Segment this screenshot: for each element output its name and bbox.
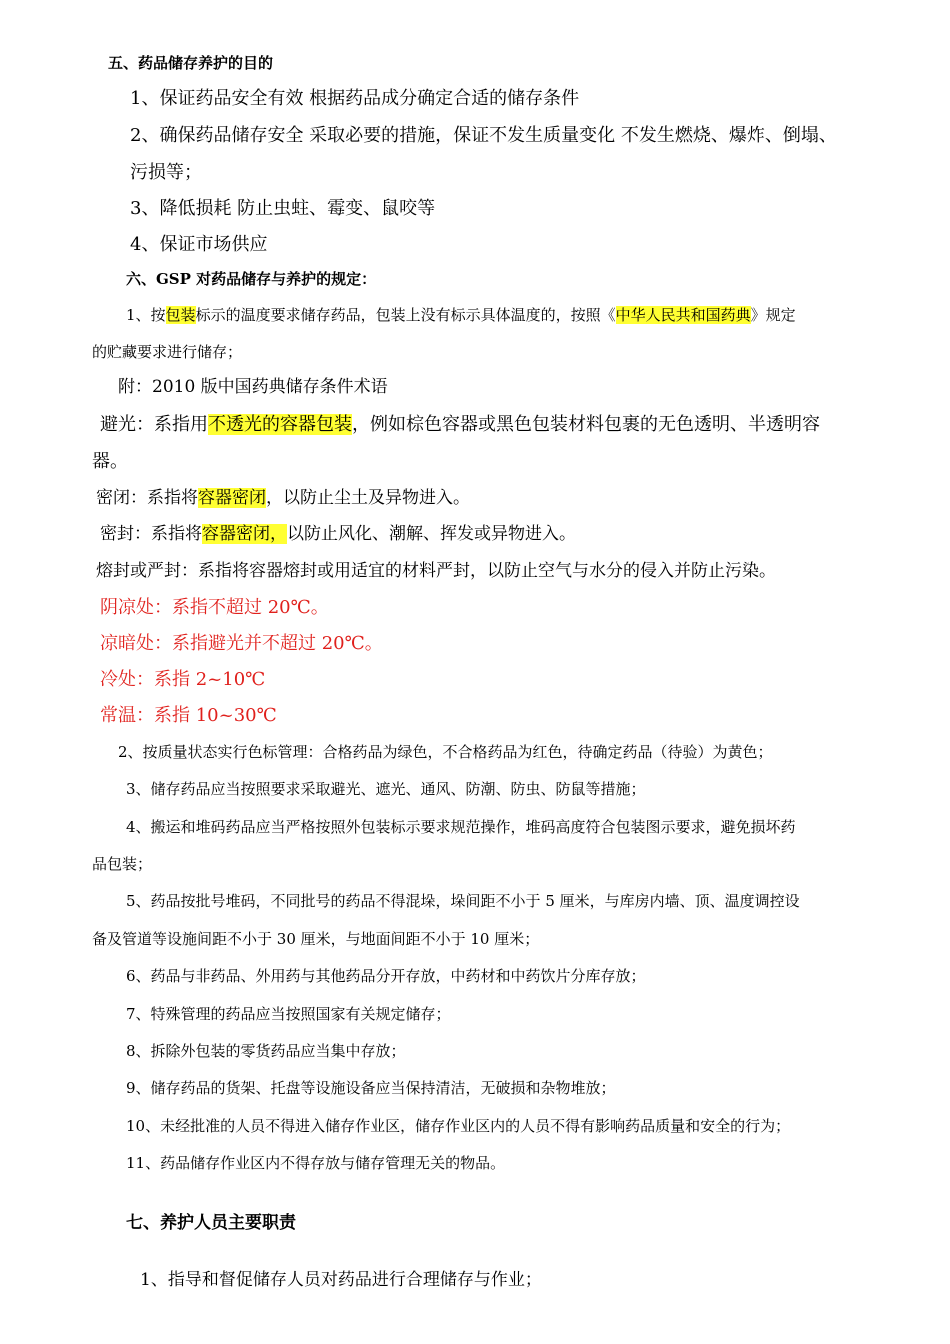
section5-item-2: 2、确保药品储存安全 采取必要的措施，保证不发生质量变化 不发生燃烧、爆炸、倒塌、 xyxy=(130,125,837,146)
term-light-protection-cont: 器。 xyxy=(92,451,128,472)
temp-cold-place: 冷处：系指 2~10℃ xyxy=(100,669,266,690)
term-text: ，例如棕色容器或黑色包装材料包裹的无色透明、半透明容 xyxy=(352,414,820,435)
term-text: ，以防止尘土及异物进入。 xyxy=(266,488,470,508)
section5-item-4: 4、保证市场供应 xyxy=(130,234,268,255)
term-text: 避光：系指用 xyxy=(100,414,208,435)
rule-9: 9、储存药品的货架、托盘等设施设备应当保持清洁，无破损和杂物堆放； xyxy=(126,1079,616,1097)
rule-4-cont: 品包装； xyxy=(92,855,153,873)
highlight-container-closed: 容器密闭， xyxy=(202,524,287,544)
rule-7: 7、特殊管理的药品应当按照国家有关规定储存； xyxy=(126,1005,451,1023)
term-closed xyxy=(96,488,470,508)
section7-item-1: 1、指导和督促储存人员对药品进行合理储存与作业； xyxy=(140,1270,542,1290)
rule-5: 5、药品按批号堆码，不同批号的药品不得混垛，垛间距不小于 5 厘米，与库房内墙、顶、温度调控设 xyxy=(126,892,800,910)
highlight-container-closed: 容器密闭 xyxy=(198,488,266,508)
term-text: 密封：系指将 xyxy=(100,524,202,544)
highlight-pharmacopoeia: 中华人民共和国药典 xyxy=(615,306,751,324)
rule-1-cont: 的贮藏要求进行储存； xyxy=(92,343,243,361)
temp-cool-dark-place: 凉暗处：系指避光并不超过 20℃。 xyxy=(100,633,383,654)
temp-room-temp: 常温：系指 10~30℃ xyxy=(100,705,277,726)
rule-1 xyxy=(126,306,796,324)
section6-heading: 六、GSP 对药品储存与养护的规定： xyxy=(126,270,377,288)
highlight-opaque-container: 不透光的容器包装 xyxy=(208,414,352,435)
section5-item-1: 1、保证药品安全有效 根据药品成分确定合适的储存条件 xyxy=(130,88,580,109)
rule-2: 2、按质量状态实行色标管理：合格药品为绿色，不合格药品为红色，待确定药品（待验）为黄色； xyxy=(118,743,773,761)
rule-4: 4、搬运和堆码药品应当严格按照外包装标示要求规范操作，堆码高度符合包装图示要求，避免损坏药 xyxy=(126,818,796,836)
section5-item-3: 3、降低损耗 防止虫蛀、霉变、鼠咬等 xyxy=(130,198,436,219)
rule-6: 6、药品与非药品、外用药与其他药品分开存放，中药材和中药饮片分库存放； xyxy=(126,967,646,985)
rule-11: 11、药品储存作业区内不得存放与储存管理无关的物品。 xyxy=(126,1154,506,1172)
rule-10: 10、未经批准的人员不得进入储存作业区，储存作业区内的人员不得有影响药品质量和安全的行为； xyxy=(126,1117,791,1135)
term-sealed xyxy=(100,524,576,544)
temp-cool-place: 阴凉处：系指不超过 20℃。 xyxy=(100,597,329,618)
term-text: 密闭：系指将 xyxy=(96,488,198,508)
rule-1-text-a: 1、按 xyxy=(126,306,166,324)
section5-heading: 五、药品储存养护的目的 xyxy=(108,54,274,72)
appendix-title: 附：2010 版中国药典储存条件术语 xyxy=(118,377,388,397)
highlight-packaging: 包装 xyxy=(165,306,196,324)
rule-5-cont: 备及管道等设施间距不小于 30 厘米，与地面间距不小于 10 厘米； xyxy=(92,930,540,948)
term-fused-seal: 熔封或严封：系指将容器熔封或用适宜的材料严封，以防止空气与水分的侵入并防止污染。 xyxy=(96,561,776,581)
section5-item-2-cont: 污损等； xyxy=(130,162,202,183)
term-light-protection xyxy=(100,414,820,436)
rule-1-text-c: 》规定 xyxy=(750,306,796,324)
section7-heading: 七、养护人员主要职责 xyxy=(126,1213,296,1233)
rule-1-text-b: 标示的温度要求储存药品，包装上没有标示具体温度的，按照《 xyxy=(195,306,616,324)
rule-3: 3、储存药品应当按照要求采取避光、遮光、通风、防潮、防虫、防鼠等措施； xyxy=(126,780,646,798)
rule-8: 8、拆除外包装的零货药品应当集中存放； xyxy=(126,1042,406,1060)
term-text: 以防止风化、潮解、挥发或异物进入。 xyxy=(287,524,576,544)
